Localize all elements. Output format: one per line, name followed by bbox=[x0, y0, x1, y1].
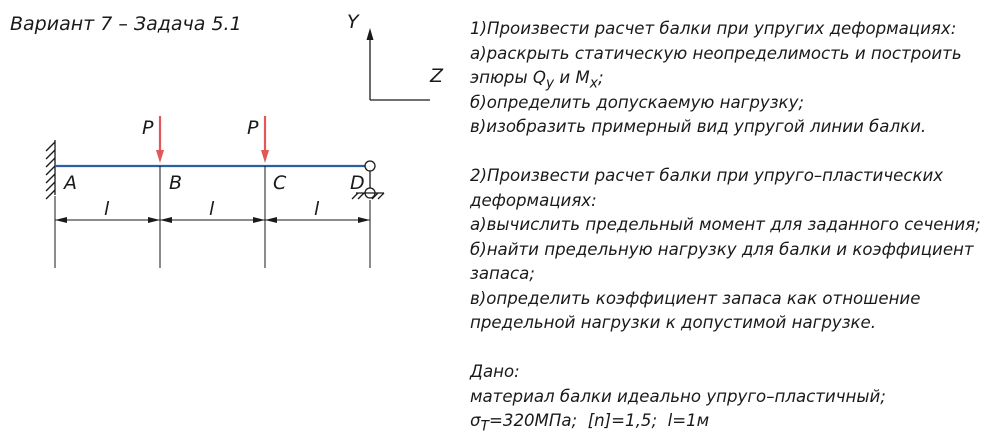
sigma-value: =320МПа; bbox=[488, 411, 578, 430]
fixed-support bbox=[46, 140, 55, 199]
given-material: материал балки идеально упруго–пластичный; bbox=[470, 386, 886, 406]
sigma-symbol: σ bbox=[470, 411, 481, 430]
part2-item-b: б)найти предельную нагрузку для балки и коэффициент bbox=[470, 239, 974, 259]
span-label-ab: l bbox=[104, 198, 110, 220]
y-axis-label: Y bbox=[347, 11, 359, 33]
part2-item-b-cont: запаса; bbox=[470, 264, 535, 283]
y-axis-arrow-icon bbox=[367, 28, 374, 40]
page-title: Вариант 7 – Задача 5.1 bbox=[10, 13, 242, 35]
part1-title: 1)Произвести расчет балки при упругих деформациях: bbox=[470, 19, 957, 38]
task-text bbox=[470, 17, 995, 434]
z-axis-label: Z bbox=[430, 65, 444, 87]
load-arrow-b bbox=[156, 116, 164, 163]
length-value: l=1м bbox=[667, 411, 710, 430]
load-arrow-c bbox=[261, 116, 269, 163]
part2-item-c: в)определить коэффициент запаса как отношение bbox=[470, 288, 921, 308]
given-title: Дано: bbox=[470, 362, 520, 381]
part2-item-a: а)вычислить предельный момент для заданного сечения; bbox=[470, 215, 981, 234]
part2-item-c-cont: предельной нагрузки к допустимой нагрузке. bbox=[470, 313, 877, 332]
given-values bbox=[470, 409, 995, 434]
sigma-subscript: T bbox=[480, 418, 489, 435]
point-label-a: A bbox=[64, 172, 77, 194]
point-label-b: B bbox=[169, 172, 183, 194]
line-end-punct: ; bbox=[597, 68, 604, 87]
subscript-x: x bbox=[589, 75, 598, 92]
point-label-d: D bbox=[350, 172, 365, 194]
subscript-y: y bbox=[545, 75, 555, 92]
span-label-cd: l bbox=[314, 198, 320, 220]
part2-title: 2)Произвести расчет балки при упруго–пластических bbox=[470, 166, 944, 185]
span-label-bc: l bbox=[209, 198, 215, 220]
safety-factor: [n]=1,5; bbox=[587, 411, 658, 430]
part1-item-a-cont bbox=[470, 66, 995, 91]
part1-item-a: а)раскрыть статическую неопределимость и построить bbox=[470, 43, 962, 63]
load-label-b: P bbox=[142, 117, 154, 139]
load-label-c: P bbox=[247, 117, 259, 139]
part1-item-c: в)изобразить примерный вид упругой линии балки. bbox=[470, 117, 927, 136]
part1-item-b: б)определить допускаемую нагрузку; bbox=[470, 92, 804, 112]
diagram-m-label: и M bbox=[559, 68, 590, 87]
point-label-c: C bbox=[273, 172, 287, 194]
coordinate-axes bbox=[367, 28, 431, 100]
diagram-q-label: эпюры Q bbox=[470, 68, 546, 87]
part2-title-cont: деформациях: bbox=[470, 190, 597, 210]
